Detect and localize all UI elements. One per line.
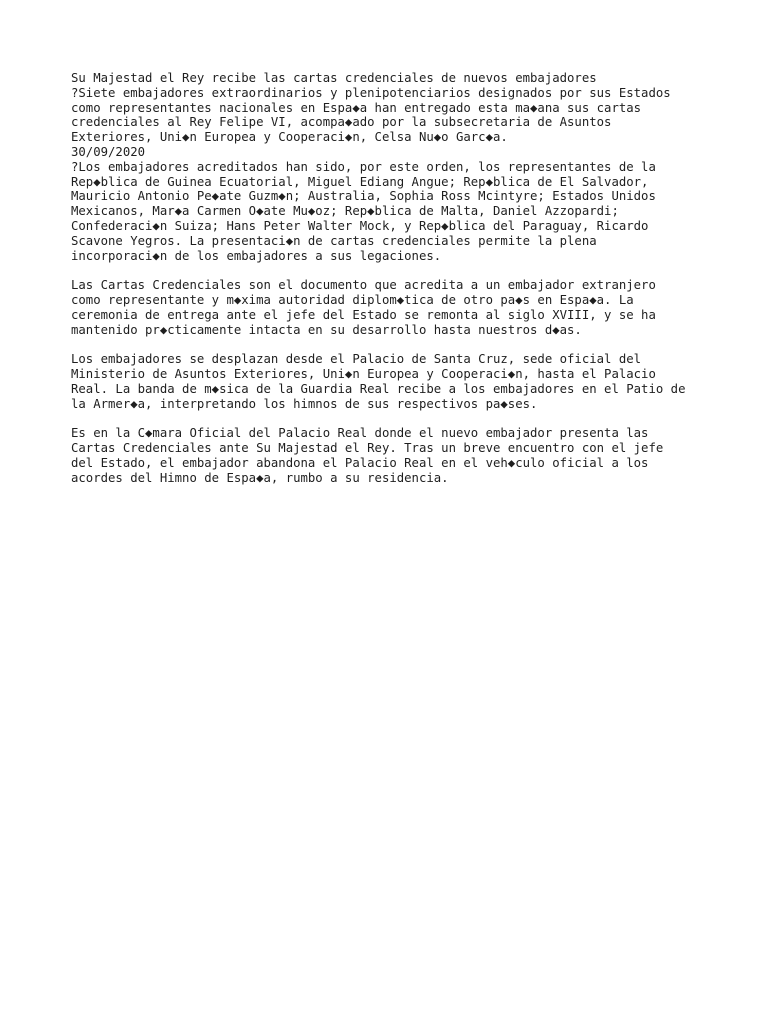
text-line: Los embajadores se desplazan desde el Palacio de Santa Cruz, sede oficial del: [71, 352, 642, 367]
text-line: Cartas Credenciales ante Su Majestad el Rey. Tras un breve encuentro con el jefe: [71, 440, 664, 455]
text-line: Las Cartas Credenciales son el documento que acredita a un embajador extranjero: [71, 278, 656, 293]
body-paragraph-ceremony: [71, 426, 711, 485]
text-line: Ministerio de Asuntos Exteriores, Uni◆n Europea y Cooperaci◆n, hasta el Palacio: [71, 366, 656, 381]
text-line: como representante y m◆xima autoridad diplom◆tica de otro pa◆s en Espa◆a. La: [71, 292, 634, 307]
text-line: acordes del Himno de Espa◆a, rumbo a su residencia.: [71, 470, 449, 485]
text-line: ?Los embajadores acreditados han sido, por este orden, los representantes de la: [71, 159, 656, 174]
text-line: ?Siete embajadores extraordinarios y plenipotenciarios designados por sus Estados: [71, 85, 671, 100]
text-line: Scavone Yegros. La presentaci◆n de cartas credenciales permite la plena: [71, 233, 597, 248]
text-line: Es en la C◆mara Oficial del Palacio Real donde el nuevo embajador presenta las: [71, 426, 649, 441]
text-line: la Armer◆a, interpretando los himnos de sus respectivos pa◆ses.: [71, 396, 538, 411]
text-line: mantenido pr◆cticamente intacta en su desarrollo hasta nuestros d◆as.: [71, 322, 582, 337]
text-line: Rep◆blica de Guinea Ecuatorial, Miguel Ediang Angue; Rep◆blica de El Salvador,: [71, 174, 649, 189]
document-page: [71, 71, 711, 500]
text-line: Mexicanos, Mar◆a Carmen O◆ate Mu◆oz; Rep◆blica de Malta, Daniel Azzopardi;: [71, 204, 619, 219]
text-line: ceremonia de entrega ante el jefe del Estado se remonta al siglo XVIII, y se ha: [71, 307, 656, 322]
intro-paragraph: [71, 71, 711, 263]
text-line: del Estado, el embajador abandona el Palacio Real en el veh◆culo oficial a los: [71, 455, 649, 470]
text-line: Real. La banda de m◆sica de la Guardia Real recibe a los embajadores en el Patio de: [71, 381, 686, 396]
text-line: credenciales al Rey Felipe VI, acompa◆ado por la subsecretaria de Asuntos: [71, 115, 612, 130]
headline-line: Su Majestad el Rey recibe las cartas credenciales de nuevos embajadores: [71, 71, 597, 85]
date-line: 30/09/2020: [71, 144, 146, 159]
text-line: como representantes nacionales en Espa◆a han entregado esta ma◆ana sus cartas: [71, 100, 642, 115]
text-line: incorporaci◆n de los embajadores a sus legaciones.: [71, 248, 442, 263]
body-paragraph-credentials: [71, 278, 711, 337]
text-line: Confederaci◆n Suiza; Hans Peter Walter Mock, y Rep◆blica del Paraguay, Ricardo: [71, 218, 649, 233]
text-line: Mauricio Antonio Pe◆ate Guzm◆n; Australia, Sophia Ross Mcintyre; Estados Unidos: [71, 189, 656, 204]
body-paragraph-procession: [71, 352, 711, 411]
text-line: Exteriores, Uni◆n Europea y Cooperaci◆n, Celsa Nu◆o Garc◆a.: [71, 130, 508, 145]
